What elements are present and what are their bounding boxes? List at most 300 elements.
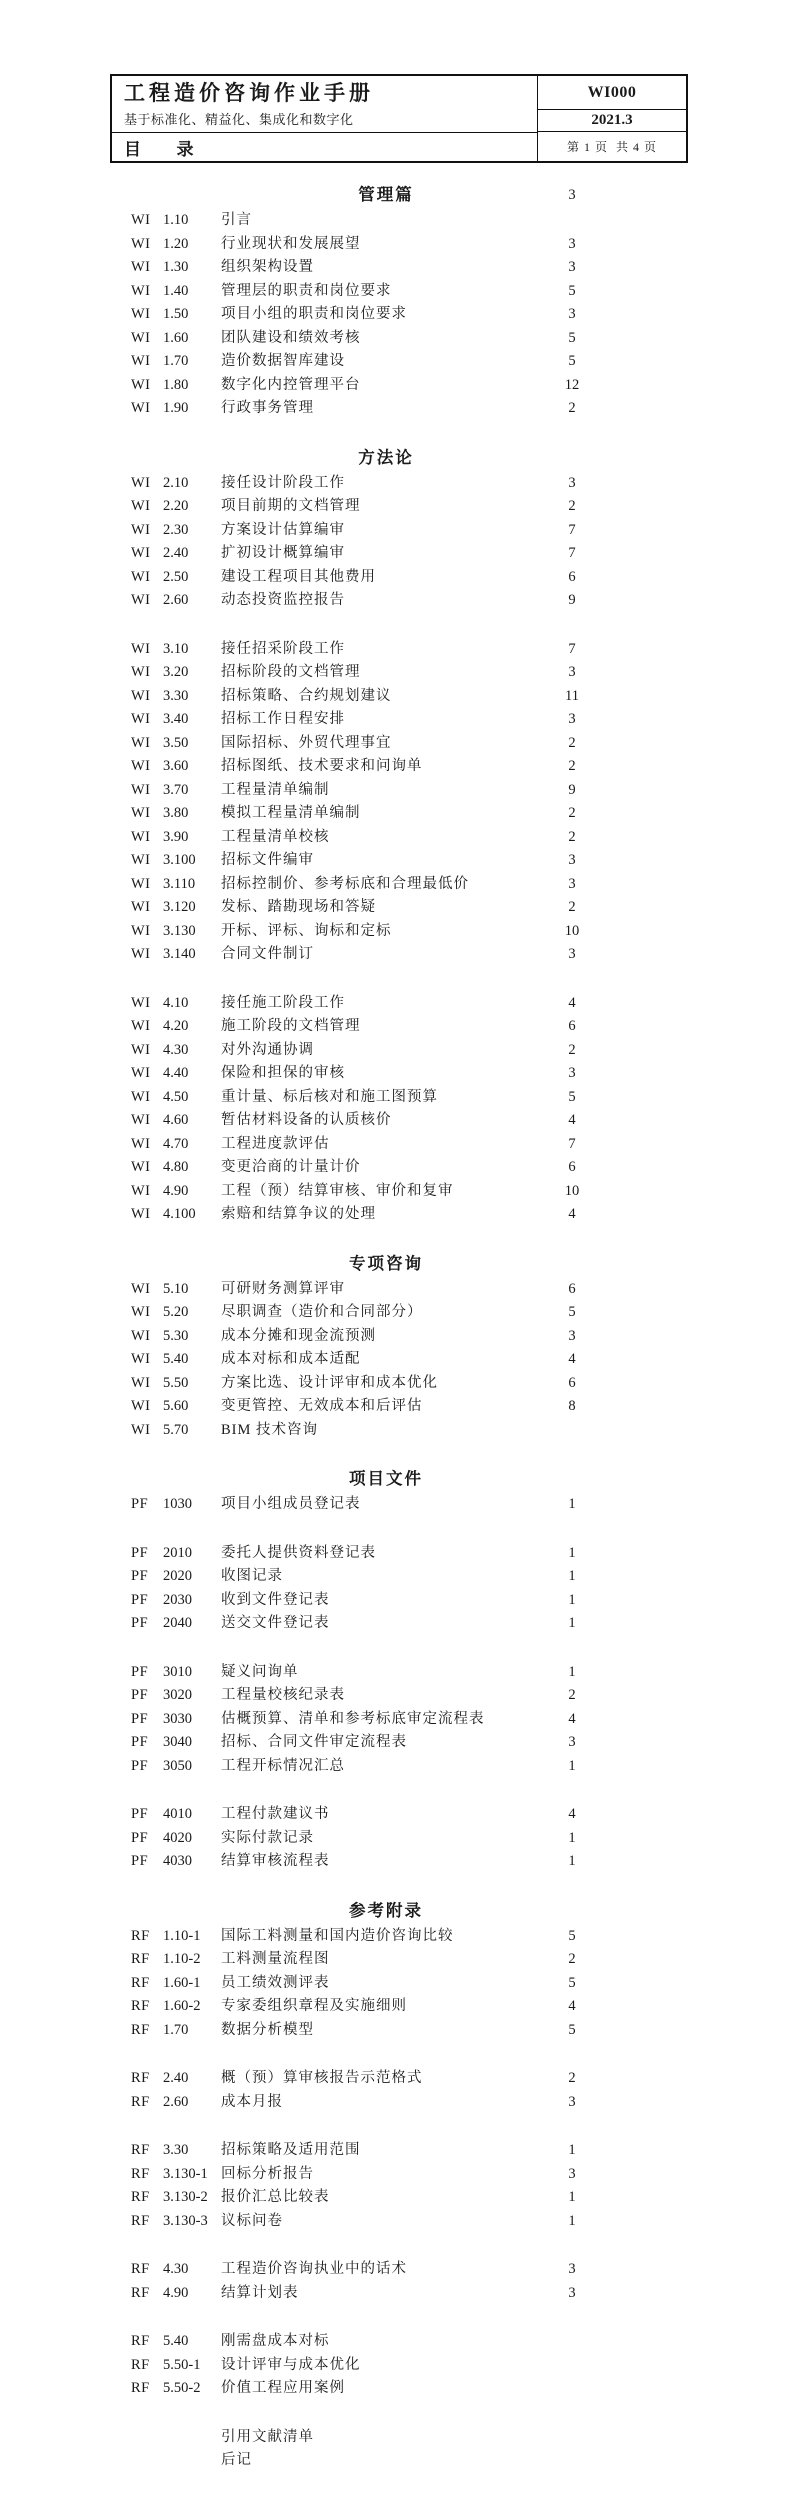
- entry-number: 2.30: [163, 521, 189, 538]
- toc-row: [0, 1661, 800, 1685]
- toc-row: [0, 1156, 800, 1180]
- entry-code: RF: [131, 2380, 150, 2396]
- section-heading-row: [0, 1252, 800, 1276]
- entry-number: 4.90: [163, 1182, 189, 1199]
- entry-code: WI: [131, 734, 151, 751]
- entry-number: 3.120: [163, 899, 196, 915]
- entry-pages: 3: [568, 259, 576, 275]
- entry-pages: 4: [568, 994, 576, 1011]
- entry-code: PF: [131, 1829, 149, 1846]
- entry-title: 管理层的职责和岗位要求: [221, 282, 392, 299]
- toc-row: [0, 233, 800, 257]
- toc-row: [0, 802, 800, 826]
- entry-pages: 3: [568, 875, 576, 892]
- toc-section: [0, 1899, 800, 2473]
- entry-title: 接任招采阶段工作: [221, 640, 345, 657]
- entry-pages: 4: [568, 1112, 576, 1128]
- toc-row: [0, 1278, 800, 1302]
- toc-row: [0, 2163, 800, 2187]
- toc-row: [0, 685, 800, 709]
- entry-code: WI: [131, 1112, 151, 1128]
- entry-pages: 4: [568, 1351, 576, 1367]
- entry-code: WI: [131, 1304, 151, 1320]
- entry-number: 1.10-1: [163, 1927, 201, 1944]
- entry-number: 2020: [163, 1568, 192, 1584]
- toc-row: [0, 873, 800, 897]
- entry-pages: 5: [568, 2021, 576, 2038]
- entry-title: 送交文件登记表: [221, 1615, 330, 1631]
- toc-row: [0, 350, 800, 374]
- entry-number: 5.50: [163, 1374, 189, 1391]
- entry-code: WI: [131, 353, 151, 369]
- toc-row: [0, 495, 800, 519]
- entry-code: WI: [131, 474, 151, 491]
- entry-pages: 9: [568, 781, 576, 798]
- entry-pages: 2: [568, 899, 576, 915]
- entry-title: 保险和担保的审核: [221, 1065, 345, 1081]
- entry-title: 工程付款建议书: [221, 1806, 330, 1822]
- entry-code: WI: [131, 1159, 151, 1175]
- toc-row: [0, 708, 800, 732]
- entry-pages: 1: [568, 1853, 576, 1869]
- entry-number: 3.30: [163, 687, 189, 704]
- entry-title: 招标策略及适用范围: [221, 2142, 361, 2158]
- entry-code: RF: [131, 1998, 150, 2014]
- entry-number: 3.60: [163, 758, 189, 774]
- entry-number: 4.30: [163, 1041, 189, 1058]
- entry-title: 接任施工阶段工作: [221, 994, 345, 1011]
- toc-row: [0, 1755, 800, 1779]
- entry-number: 3.130-2: [163, 2189, 208, 2205]
- entry-pages: 2: [568, 805, 576, 821]
- entry-pages: 1: [568, 1568, 576, 1584]
- toc-section: [0, 1467, 800, 1874]
- entry-code: PF: [131, 1496, 149, 1512]
- entry-title: 结算计划表: [221, 2284, 299, 2301]
- toc-row: [0, 943, 800, 967]
- entry-pages: 1: [568, 2189, 576, 2205]
- entry-number: 4.70: [163, 1135, 189, 1152]
- entry-number: 1.70: [163, 2021, 189, 2038]
- entry-title: 工程进度款评估: [221, 1135, 330, 1152]
- entry-number: 1.90: [163, 400, 189, 416]
- entry-title: 行业现状和发展展望: [221, 235, 361, 252]
- entry-title: 工程（预）结算审核、审价和复审: [221, 1182, 454, 1199]
- entry-title: 结算审核流程表: [221, 1853, 330, 1869]
- toc-row: [0, 472, 800, 496]
- entry-pages: 2: [568, 1951, 576, 1967]
- toc-row: [0, 589, 800, 613]
- entry-pages: 6: [568, 568, 576, 585]
- entry-title: 员工绩效测评表: [221, 1974, 330, 1991]
- toc-row: [0, 1180, 800, 1204]
- entry-pages: 7: [568, 521, 576, 538]
- entry-code: WI: [131, 235, 151, 252]
- section-heading: 参考附录: [349, 1900, 423, 1920]
- section-pages: 3: [568, 187, 576, 203]
- entry-number: 3.130: [163, 922, 196, 939]
- toc-row: [0, 638, 800, 662]
- entry-pages: 9: [568, 592, 576, 608]
- entry-code: PF: [131, 1544, 149, 1561]
- entry-code: PF: [131, 1615, 149, 1631]
- entry-number: 2.60: [163, 592, 189, 608]
- toc-row: [0, 2258, 800, 2282]
- entry-pages: 3: [568, 2284, 576, 2301]
- entry-title: 国际招标、外贸代理事宜: [221, 734, 392, 751]
- entry-pages: 3: [568, 235, 576, 252]
- entry-code: RF: [131, 2333, 150, 2349]
- entry-title: 对外沟通协调: [221, 1041, 314, 1058]
- entry-title: 施工阶段的文档管理: [221, 1018, 361, 1034]
- toc-row: [0, 1803, 800, 1827]
- entry-code: WI: [131, 1327, 151, 1344]
- entry-code: WI: [131, 922, 151, 939]
- entry-code: WI: [131, 994, 151, 1011]
- entry-pages: 12: [564, 376, 580, 393]
- entry-pages: 2: [568, 498, 576, 514]
- entry-number: 4010: [163, 1806, 192, 1822]
- entry-code: WI: [131, 1280, 151, 1297]
- toc-row: [0, 1325, 800, 1349]
- entry-pages: 4: [568, 1806, 576, 1822]
- entry-pages: 3: [568, 1065, 576, 1081]
- toc-group: [0, 2258, 800, 2305]
- entry-code: WI: [131, 1182, 151, 1199]
- toc-row: [0, 1015, 800, 1039]
- toc-row: [0, 755, 800, 779]
- entry-title: 实际付款记录: [221, 1829, 314, 1846]
- toc-row: [0, 2354, 800, 2378]
- entry-title: 收到文件登记表: [221, 1591, 330, 1608]
- entry-number: 2.40: [163, 2070, 189, 2086]
- entry-title: 行政事务管理: [221, 400, 314, 416]
- toc-row: [0, 920, 800, 944]
- toc-group: [0, 2330, 800, 2401]
- doc-date: 2021.3: [538, 110, 686, 132]
- header-right: [538, 76, 686, 161]
- section-heading: 管理篇: [358, 185, 414, 204]
- entry-pages: 3: [568, 474, 576, 491]
- entry-number: 3040: [163, 1734, 192, 1750]
- toc-group: [0, 1925, 800, 2043]
- toc-row: [0, 992, 800, 1016]
- entry-pages: 5: [568, 1088, 576, 1105]
- entry-number: 3030: [163, 1710, 192, 1727]
- header-left: [112, 76, 538, 161]
- entry-number: 3.40: [163, 711, 189, 727]
- section-heading: 项目文件: [349, 1469, 423, 1488]
- entry-title: 建设工程项目其他费用: [221, 568, 376, 585]
- entry-code: RF: [131, 1951, 150, 1967]
- entry-title: 工程开标情况汇总: [221, 1757, 345, 1774]
- entry-code: WI: [131, 711, 151, 727]
- entry-pages: 3: [568, 946, 576, 962]
- section-heading-row: [0, 1467, 800, 1491]
- entry-number: 2.10: [163, 474, 189, 491]
- toc-row: [0, 1589, 800, 1613]
- entry-code: WI: [131, 1065, 151, 1081]
- entry-pages: 3: [568, 2165, 576, 2182]
- entry-number: 4030: [163, 1853, 192, 1869]
- entry-number: 3.140: [163, 946, 196, 962]
- entry-title: 招标图纸、技术要求和问询单: [221, 758, 423, 774]
- entry-code: WI: [131, 329, 151, 346]
- toc-row: [0, 397, 800, 421]
- entry-pages: 5: [568, 329, 576, 346]
- entry-code: PF: [131, 1687, 149, 1703]
- toc-row: [0, 1565, 800, 1589]
- entry-code: RF: [131, 2021, 150, 2038]
- entry-pages: 6: [568, 1280, 576, 1297]
- entry-title: 招标文件编审: [221, 852, 314, 868]
- entry-title: 合同文件制订: [221, 946, 314, 962]
- entry-number: 1.20: [163, 235, 189, 252]
- entry-title: 设计评审与成本优化: [221, 2356, 361, 2373]
- entry-title: 造价数据智库建设: [221, 353, 345, 369]
- entry-number: 1.80: [163, 376, 189, 393]
- entry-number: 3.50: [163, 734, 189, 751]
- entry-title: 暂估材料设备的认质核价: [221, 1112, 392, 1128]
- toc-row: [0, 661, 800, 685]
- entry-pages: 1: [568, 1544, 576, 1561]
- entry-pages: 6: [568, 1159, 576, 1175]
- toc-row: [0, 303, 800, 327]
- section-heading-row: [0, 183, 800, 207]
- entry-title: 估概预算、清单和参考标底审定流程表: [221, 1710, 485, 1727]
- entry-pages: 1: [568, 1591, 576, 1608]
- entry-code: RF: [131, 2165, 150, 2182]
- entry-code: WI: [131, 852, 151, 868]
- toc-row: [0, 566, 800, 590]
- entry-number: 1.60-1: [163, 1974, 201, 1991]
- entry-number: 4.50: [163, 1088, 189, 1105]
- entry-number: 2010: [163, 1544, 192, 1561]
- entry-title: 回标分析报告: [221, 2165, 314, 2182]
- toc-row: [0, 327, 800, 351]
- entry-number: 5.50-1: [163, 2356, 201, 2373]
- entry-pages: 2: [568, 734, 576, 751]
- entry-title: 索赔和结算争议的处理: [221, 1206, 376, 1222]
- entry-pages: 1: [568, 1496, 576, 1512]
- toc-section: [0, 446, 800, 1227]
- toc-group: [0, 638, 800, 967]
- entry-number: 5.30: [163, 1327, 189, 1344]
- entry-title: 工程造价咨询执业中的话术: [221, 2261, 407, 2277]
- toc-section: [0, 183, 800, 421]
- entry-pages: 1: [568, 1757, 576, 1774]
- entry-number: 3.110: [163, 875, 196, 892]
- entry-code: RF: [131, 2356, 150, 2373]
- toc-row: [0, 2091, 800, 2115]
- entry-title: 重计量、标后核对和施工图预算: [221, 1088, 438, 1105]
- entry-code: WI: [131, 1041, 151, 1058]
- toc-row: [0, 280, 800, 304]
- entry-pages: 10: [564, 1182, 580, 1199]
- entry-number: 2.60: [163, 2093, 189, 2110]
- toc-row: [0, 1493, 800, 1517]
- entry-number: 4.10: [163, 994, 189, 1011]
- entry-code: PF: [131, 1853, 149, 1869]
- entry-code: WI: [131, 521, 151, 538]
- doc-title: 工程造价咨询作业手册: [124, 81, 374, 105]
- toc-row: [0, 1203, 800, 1227]
- entry-number: 3.20: [163, 664, 189, 680]
- entry-number: 2.20: [163, 498, 189, 514]
- entry-pages: 1: [568, 1663, 576, 1680]
- section-heading: 专项咨询: [349, 1253, 423, 1273]
- entry-title: 价值工程应用案例: [221, 2380, 345, 2396]
- entry-number: 3.130-1: [163, 2165, 208, 2182]
- toc-row: [0, 1372, 800, 1396]
- entry-number: 5.60: [163, 1398, 189, 1414]
- entry-pages: 3: [568, 2261, 576, 2277]
- toc-row: [0, 2019, 800, 2043]
- entry-title: 扩初设计概算编审: [221, 545, 345, 561]
- entry-number: 1.60-2: [163, 1998, 201, 2014]
- entry-pages: 8: [568, 1398, 576, 1414]
- entry-pages: 1: [568, 2142, 576, 2158]
- entry-number: 2.40: [163, 545, 189, 561]
- entry-title: 招标策略、合约规划建议: [221, 687, 392, 704]
- entry-code: RF: [131, 2189, 150, 2205]
- entry-code: RF: [131, 2142, 150, 2158]
- entry-title: 后记: [221, 2452, 252, 2468]
- entry-title: 方案设计估算编审: [221, 521, 345, 538]
- entry-pages: 2: [568, 2070, 576, 2086]
- entry-title: 国际工料测量和国内造价咨询比较: [221, 1927, 454, 1944]
- entry-title: 工程量清单校核: [221, 828, 330, 845]
- entry-code: WI: [131, 875, 151, 892]
- toc-row: [0, 2210, 800, 2234]
- toc-group: [0, 209, 800, 421]
- section-heading: 方法论: [358, 447, 414, 467]
- entry-title: 尽职调查（造价和合同部分）: [221, 1304, 423, 1320]
- entry-pages: 4: [568, 1998, 576, 2014]
- entry-code: PF: [131, 1710, 149, 1727]
- entry-title: 疑义问询单: [221, 1663, 299, 1680]
- entry-number: 5.40: [163, 1351, 189, 1367]
- header-title-cell: [112, 76, 537, 133]
- entry-pages: 6: [568, 1018, 576, 1034]
- entry-pages: 2: [568, 400, 576, 416]
- entry-number: 1030: [163, 1496, 192, 1512]
- entry-code: RF: [131, 2093, 150, 2110]
- entry-title: 报价汇总比较表: [221, 2189, 330, 2205]
- entry-code: RF: [131, 2261, 150, 2277]
- entry-number: 1.30: [163, 259, 189, 275]
- entry-pages: 1: [568, 2212, 576, 2229]
- toc-group: [0, 2067, 800, 2114]
- entry-pages: 3: [568, 1327, 576, 1344]
- entry-number: 5.10: [163, 1280, 189, 1297]
- entry-code: WI: [131, 899, 151, 915]
- doc-code: WI000: [538, 76, 686, 110]
- toc-row: [0, 2282, 800, 2306]
- entry-title: 可研财务测算评审: [221, 1280, 345, 1297]
- toc-row: [0, 1948, 800, 1972]
- toc-row: [0, 1133, 800, 1157]
- entry-pages: 6: [568, 1374, 576, 1391]
- entry-title: 收图记录: [221, 1568, 283, 1584]
- entry-title: 动态投资监控报告: [221, 592, 345, 608]
- entry-code: WI: [131, 1088, 151, 1105]
- toc-row: [0, 519, 800, 543]
- entry-title: 工程量校核纪录表: [221, 1687, 345, 1703]
- entry-pages: 3: [568, 664, 576, 680]
- entry-number: 3.90: [163, 828, 189, 845]
- entry-number: 1.50: [163, 306, 189, 322]
- toc-row: [0, 2449, 800, 2473]
- entry-number: 4.90: [163, 2284, 189, 2301]
- entry-code: WI: [131, 805, 151, 821]
- entry-number: 4.30: [163, 2261, 189, 2277]
- entry-pages: 2: [568, 1687, 576, 1703]
- entry-number: 3.130-3: [163, 2212, 208, 2229]
- entry-number: 4.20: [163, 1018, 189, 1034]
- entry-code: PF: [131, 1591, 149, 1608]
- toc-row: [0, 1039, 800, 1063]
- entry-pages: 3: [568, 711, 576, 727]
- entry-code: RF: [131, 2070, 150, 2086]
- entry-title: 刚需盘成本对标: [221, 2333, 330, 2349]
- entry-title: 专家委组织章程及实施细则: [221, 1998, 407, 2014]
- entry-code: WI: [131, 259, 151, 275]
- entry-title: 数据分析模型: [221, 2021, 314, 2038]
- entry-title: 议标问卷: [221, 2212, 283, 2229]
- toc-row: [0, 1109, 800, 1133]
- toc-row: [0, 1419, 800, 1443]
- entry-title: 工料测量流程图: [221, 1951, 330, 1967]
- entry-title: 成本月报: [221, 2093, 283, 2110]
- toc-row: [0, 2426, 800, 2450]
- toc-row: [0, 2186, 800, 2210]
- toc-row: [0, 1731, 800, 1755]
- entry-pages: 4: [568, 1206, 576, 1222]
- entry-pages: 5: [568, 1304, 576, 1320]
- entry-title: 成本分摊和现金流预测: [221, 1327, 376, 1344]
- entry-number: 3.70: [163, 781, 189, 798]
- entry-title: 工程量清单编制: [221, 781, 330, 798]
- entry-pages: 11: [565, 687, 579, 704]
- toc-row: [0, 256, 800, 280]
- entry-title: 数字化内控管理平台: [221, 376, 361, 393]
- toc-row: [0, 1850, 800, 1874]
- entry-pages: 4: [568, 1710, 576, 1727]
- toc-row: [0, 1062, 800, 1086]
- toc-row: [0, 209, 800, 233]
- entry-number: 4.40: [163, 1065, 189, 1081]
- entry-pages: 3: [568, 306, 576, 322]
- toc-row: [0, 2139, 800, 2163]
- entry-number: 3.30: [163, 2142, 189, 2158]
- toc-row: [0, 779, 800, 803]
- entry-pages: 3: [568, 1734, 576, 1750]
- toc-row: [0, 1395, 800, 1419]
- entry-title: 组织架构设置: [221, 259, 314, 275]
- entry-code: PF: [131, 1663, 149, 1680]
- entry-title: 变更洽商的计量计价: [221, 1159, 361, 1175]
- entry-number: 3.80: [163, 805, 189, 821]
- toc-row: [0, 1972, 800, 1996]
- toc-label: 目 录: [124, 139, 203, 159]
- entry-code: WI: [131, 1206, 151, 1222]
- entry-pages: 5: [568, 282, 576, 299]
- entry-title: 招标工作日程安排: [221, 711, 345, 727]
- entry-number: 3.100: [163, 852, 196, 868]
- entry-pages: 1: [568, 1829, 576, 1846]
- entry-number: 5.70: [163, 1421, 189, 1438]
